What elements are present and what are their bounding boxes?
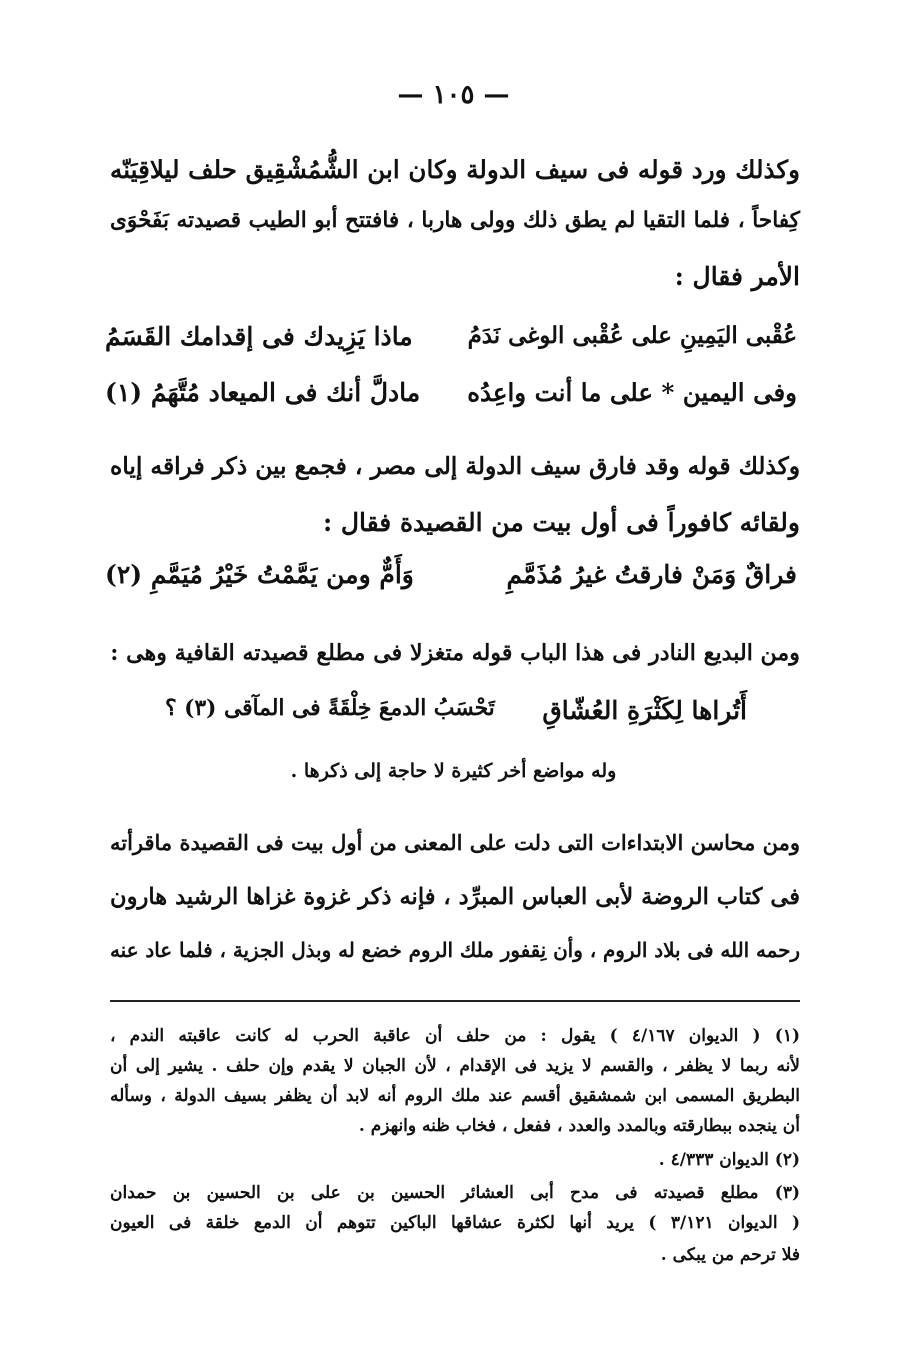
text-line: رحمه الله فى بلاد الروم ، وأن نِقفور ملك الروم خضع له وبذل الجزية ، فلما عاد عنه <box>110 938 800 962</box>
text-line: وكذلك قوله وقد فارق سيف الدولة إلى مصر ، فجمع بين ذكر فراقه إياه <box>110 452 800 480</box>
footnote-divider <box>110 1000 800 1002</box>
verse-hemistich-first: وفى اليمين * على ما أنت واعِدُه <box>467 378 797 407</box>
verse-hemistich-second: مادلَّ أنك فى الميعاد مُتَّهَمُ (١) <box>105 378 421 407</box>
footnote-line: (٣) مطلع قصيدته فى مدح أبى العشائر الحسين بن على بن الحسين بن حمدان <box>110 1183 800 1203</box>
verse-hemistich-first: فراقٌ وَمَنْ فارقتُ غيرُ مُذَمَّمِ <box>506 560 797 589</box>
text-line: كِفاحاً ، فلما التقيا لم يطق ذلك وولى هاربا ، فافتتح أبو الطيب قصيدته بَفَحْوَى <box>110 208 800 233</box>
verse-hemistich-second: ماذا يَزِيدك فى إقدامك القَسَمُ <box>105 322 413 351</box>
footnote-line: (٢) الديوان ٤/٣٣٣ . <box>658 1150 800 1170</box>
text-line: الأمر فقال : <box>674 262 800 291</box>
page-number: — ١٠٥ — <box>397 80 510 110</box>
footnote-line: البطريق المسمى ابن شمشقيق أقسم عند ملك الروم أنه لابد أن يظفر بسيف الدولة ، وسأله <box>110 1086 800 1106</box>
footnote-line: (١) ( الديوان ٤/١٦٧ ) يقول : من حلف أن عاقبة الحرب له كانت عاقبته الندم ، <box>110 1026 800 1046</box>
text-line: ومن البديع النادر فى هذا الباب قوله متغزلا فى مطلع قصيدته القافية وهى : <box>110 640 800 666</box>
verse-hemistich-second: تَحْسَبُ الدمعَ خِلْقَةً فى المآقى (٣) ؟ <box>165 696 495 721</box>
text-line: ولقائه كافوراً فى أول بيت من القصيدة فقال : <box>322 508 800 537</box>
text-line: ومن محاسن الابتداءات التى دلت على المعنى من أول بيت فى القصيدة ماقرأته <box>110 830 800 855</box>
footnote-line: ( الديوان ٣/١٢١ ) يريد أنها لكثرة عشاقها الباكين تتوهم أن الدمع خلقة فى العيون <box>110 1213 800 1233</box>
footnote-line: فلا ترحم من يبكى . <box>660 1245 800 1265</box>
text-line: وله مواضع أخر كثيرة لا حاجة إلى ذكرها . <box>290 760 617 782</box>
footnote-line: أن ينجده ببطارقته وبالمدد والعدد ، ففعل ، فخاب ظنه وانهزم . <box>358 1116 800 1136</box>
text-line: وكذلك ورد قوله فى سيف الدولة وكان ابن الشُّمُشْقِيق حلف ليلاقِيَنّه <box>110 155 800 184</box>
verse-hemistich-first: عُقْبى اليَمِينِ على عُقْبى الوغى نَدَمُ <box>467 322 797 349</box>
verse-hemistich-first: أَتُراها لِكَثْرَةِ العُشّاقِ <box>542 696 747 725</box>
verse-hemistich-second: وَأَمٌّ ومن يَمَّمْتُ خَيْرُ مُيَمَّمِ (٢) <box>105 560 414 589</box>
text-line: فى كتاب الروضة لأبى العباس المبرِّد ، فإنه ذكر غزوة غزاها الرشيد هارون <box>110 884 800 910</box>
footnote-line: لأنه ربما لا يظفر ، والقسم لا يزيد فى الإقدام ، لأن الجبان لا يقدم وإن حلف . يشير إلى أن <box>110 1056 800 1076</box>
